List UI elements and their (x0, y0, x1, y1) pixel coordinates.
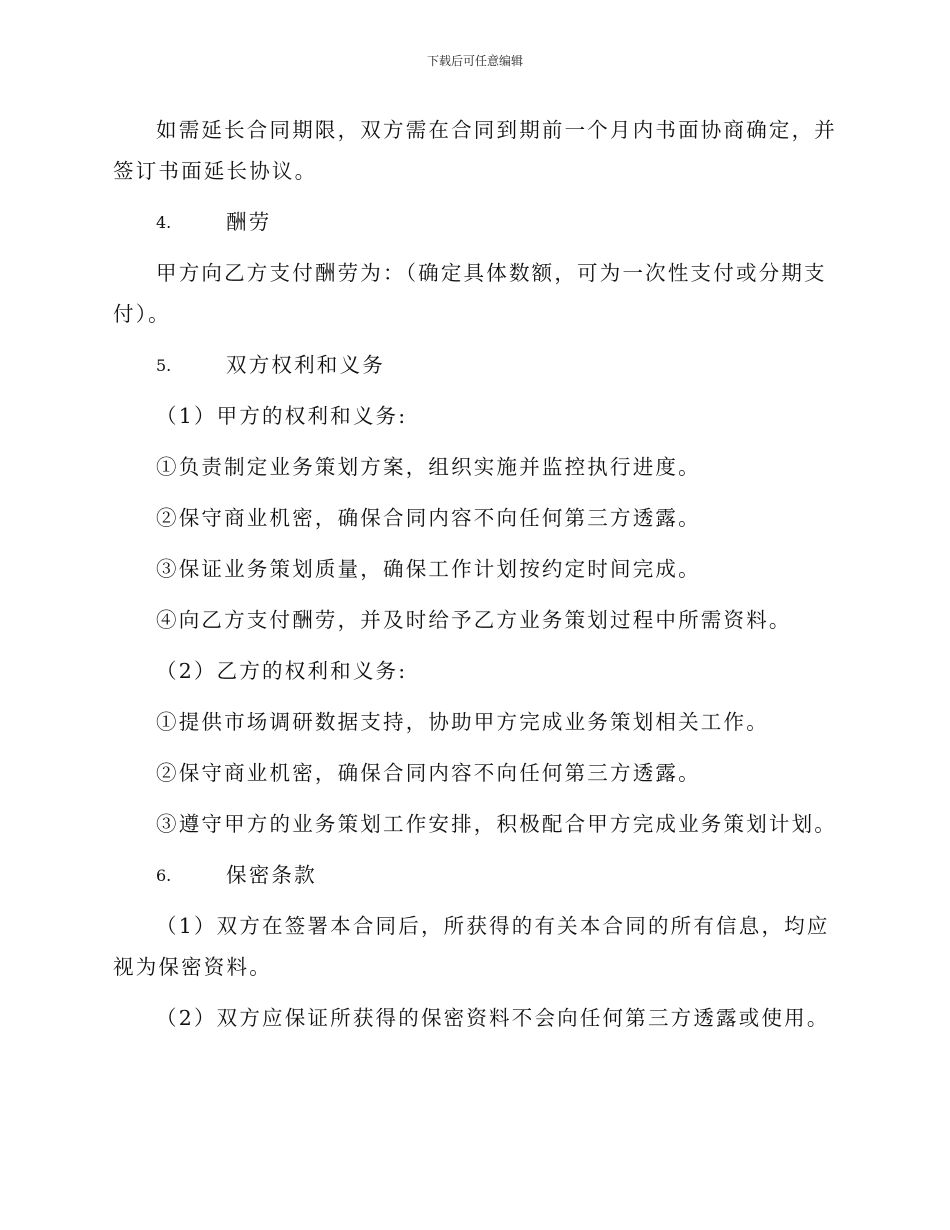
section-4-heading (113, 202, 838, 243)
section-number: 5. (156, 356, 172, 375)
list-item: ④向乙方支付酬劳，并及时给予乙方业务策划过程中所需资料。 (156, 608, 792, 632)
section-title: 双方权利和义务 (226, 353, 385, 377)
paragraph-confidentiality-2: （2）双方应保证所获得的保密资料不会向任何第三方透露或使用。 (156, 1006, 830, 1030)
paragraph-payment: 甲方向乙方支付酬劳为：（确定具体数额，可为一次性支付或分期支付）。 (113, 261, 827, 326)
paragraph-contract-extension: 如需延长合同期限，双方需在合同到期前一个月内书面协商确定，并签订书面延长协议。 (113, 118, 837, 183)
list-item: ③保证业务策划质量，确保工作计划按约定时间完成。 (156, 557, 701, 581)
section-number: 4. (156, 213, 172, 232)
list-item: ②保守商业机密，确保合同内容不向任何第三方透露。 (156, 506, 701, 530)
page-header: 下载后可任意编辑 (426, 54, 523, 68)
party-b-subheading: （2）乙方的权利和义务: (156, 659, 408, 683)
section-number: 6. (156, 866, 172, 885)
list-item: ②保守商业机密，确保合同内容不向任何第三方透露。 (156, 761, 701, 785)
document-body (113, 110, 838, 1039)
section-5-heading (113, 345, 838, 386)
list-item: ③遵守甲方的业务策划工作安排，积极配合甲方完成业务策划计划。 (156, 812, 837, 836)
paragraph-confidentiality-1: （1）双方在签署本合同后，所获得的有关本合同的所有信息，均应视为保密资料。 (113, 914, 830, 979)
section-title: 酬劳 (226, 210, 272, 234)
list-item: ①负责制定业务策划方案，组织实施并监控执行进度。 (156, 455, 701, 479)
section-title: 保密条款 (226, 863, 317, 887)
party-a-subheading: （1）甲方的权利和义务: (156, 404, 408, 428)
section-6-heading (113, 855, 838, 896)
list-item: ①提供市场调研数据支持，协助甲方完成业务策划相关工作。 (156, 710, 769, 734)
